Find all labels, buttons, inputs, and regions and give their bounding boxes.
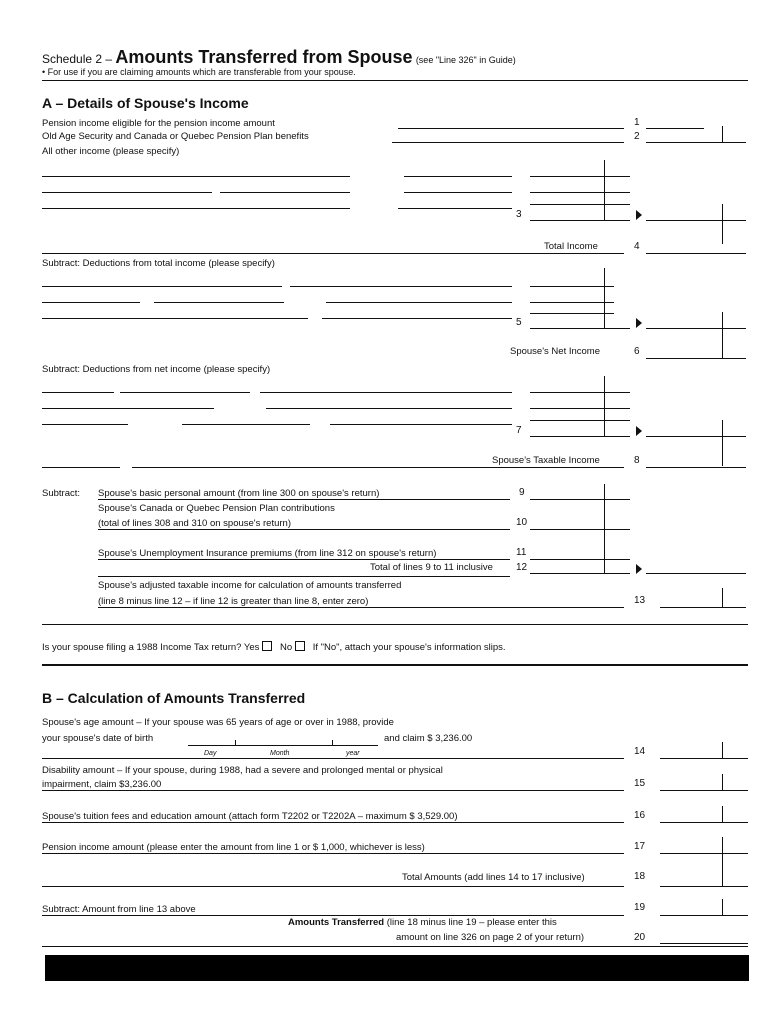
line-number-8: 8 [634, 455, 640, 466]
form-title [42, 48, 516, 69]
cents-divider [722, 774, 723, 791]
net-deduction-amount-3[interactable] [330, 424, 512, 425]
adjusted-label-2: (line 8 minus line 12 – if line 12 is greater than line 8, enter zero) [98, 596, 369, 607]
age-claim-label: and claim $ 3,236.00 [384, 733, 473, 744]
deduction-amount-2[interactable] [326, 302, 512, 303]
deduction-amount-3[interactable] [322, 318, 512, 319]
line-9-amount[interactable] [530, 499, 630, 500]
date-divider [332, 740, 333, 746]
net-deduction-total-2[interactable] [530, 408, 630, 409]
amounts-transferred-line-1 [288, 917, 557, 928]
total-9-11-label: Total of lines 9 to 11 inclusive [370, 562, 493, 573]
cents-divider [722, 420, 723, 466]
net-deduction-specify-3[interactable] [42, 408, 214, 409]
taxable-income-specify[interactable] [42, 467, 120, 468]
year-label: year [346, 750, 360, 757]
line-number-17: 17 [634, 841, 646, 852]
disability-label-2: impairment, claim $3,236.00 [42, 779, 162, 790]
line-number-13: 13 [634, 595, 646, 606]
arrow-icon [636, 426, 642, 436]
line-6-amount[interactable] [646, 358, 746, 359]
cents-divider [604, 268, 605, 328]
line-11-amount[interactable] [530, 559, 630, 560]
filing-question [42, 641, 506, 653]
line-3-carry[interactable] [646, 220, 746, 221]
line-number-5: 5 [516, 317, 522, 328]
line-5-carry[interactable] [646, 328, 746, 329]
adjusted-top-rule [98, 576, 510, 577]
schedule-title: Amounts Transferred from Spouse [115, 47, 413, 67]
usage-note: • For use if you are claiming amounts which are transferable from your spouse. [42, 67, 356, 77]
cents-divider [722, 204, 723, 244]
line-number-18: 18 [634, 871, 646, 882]
other-income-total-1[interactable] [530, 176, 630, 177]
deductions-net-label: Subtract: Deductions from net income (please specify) [42, 364, 271, 375]
other-income-label: All other income (please specify) [42, 146, 180, 157]
net-deduction-specify-5[interactable] [182, 424, 310, 425]
other-income-total-2[interactable] [530, 192, 630, 193]
line-20-amount[interactable] [660, 943, 748, 944]
deduction-specify-1[interactable] [42, 286, 282, 287]
deduction-total-2[interactable] [530, 302, 614, 303]
other-income-specify-4[interactable] [42, 208, 350, 209]
disability-rule [42, 790, 624, 791]
ui-premiums-label: Spouse's Unemployment Insurance premiums (from line 312 on spouse's return) [98, 548, 437, 559]
line-number-7: 7 [516, 425, 522, 436]
cents-divider [722, 588, 723, 608]
deductions-total-label: Subtract: Deductions from total income (please specify) [42, 258, 275, 269]
deduction-total-1[interactable] [530, 286, 614, 287]
adjusted-rule [98, 607, 624, 608]
line-12-amount[interactable] [530, 573, 630, 574]
net-income-label: Spouse's Net Income [510, 346, 600, 357]
cents-divider [722, 126, 723, 143]
line-10-amount[interactable] [530, 529, 630, 530]
footer-bar [45, 955, 749, 981]
line-13-amount[interactable] [660, 607, 746, 608]
cents-divider [604, 376, 605, 436]
pension-rule [42, 853, 624, 854]
oas-cpp-label: Old Age Security and Canada or Quebec Pension Plan benefits [42, 131, 309, 142]
deduction-specify-3[interactable] [154, 302, 284, 303]
net-deduction-total-1[interactable] [530, 392, 630, 393]
subtract-13-rule [42, 915, 624, 916]
cpp-rule [98, 529, 510, 530]
net-deduction-specify-1[interactable] [42, 392, 114, 393]
section-rule [42, 624, 748, 625]
line-2-amount[interactable] [646, 142, 746, 143]
cpp-label-1: Spouse's Canada or Quebec Pension Plan contributions [98, 503, 335, 514]
cents-divider [604, 160, 605, 220]
amounts-transferred-note-1: (line 18 minus line 19 – please enter this [386, 917, 557, 928]
ui-rule [98, 559, 510, 560]
section-b-heading: B – Calculation of Amounts Transferred [42, 690, 306, 706]
line-2-field[interactable] [392, 142, 624, 143]
line-5-amount[interactable] [530, 328, 630, 329]
line-number-1: 1 [634, 117, 640, 128]
disability-label-1: Disability amount – If your spouse, during 1988, had a severe and prolonged mental or physical [42, 765, 443, 776]
cents-divider [722, 837, 723, 887]
other-income-amount-1[interactable] [404, 176, 512, 177]
cents-divider [722, 899, 723, 916]
cpp-label-2: (total of lines 308 and 310 on spouse's return) [98, 518, 291, 529]
line-7-carry[interactable] [646, 436, 746, 437]
month-label: Month [270, 750, 290, 757]
total-amounts-rule [42, 886, 624, 887]
line-number-2: 2 [634, 131, 640, 142]
cents-divider [722, 312, 723, 358]
line-8-amount[interactable] [646, 467, 746, 468]
deduction-specify-4[interactable] [42, 318, 308, 319]
no-label: No [279, 642, 293, 653]
header-rule [42, 80, 748, 81]
other-income-specify-1[interactable] [42, 176, 350, 177]
taxable-income-label: Spouse's Taxable Income [492, 455, 600, 466]
deduction-amount-1[interactable] [290, 286, 512, 287]
other-income-specify-3[interactable] [220, 192, 350, 193]
net-deduction-specify-2[interactable] [120, 392, 250, 393]
date-divider [235, 740, 236, 746]
line-3-amount[interactable] [530, 220, 630, 221]
line-number-14: 14 [634, 746, 646, 757]
other-income-amount-2[interactable] [404, 192, 512, 193]
basic-personal-rule [98, 499, 510, 500]
total-amounts-label: Total Amounts (add lines 14 to 17 inclusive) [402, 872, 585, 883]
taxable-income-rule [132, 467, 624, 468]
line-4-amount[interactable] [646, 253, 746, 254]
subtract-13-label: Subtract: Amount from line 13 above [42, 904, 196, 915]
line-number-3: 3 [516, 209, 522, 220]
bottom-rule [42, 946, 748, 947]
net-deduction-amount-2[interactable] [266, 408, 512, 409]
amounts-transferred-note-2: amount on line 326 on page 2 of your return) [396, 932, 585, 943]
line-7-amount[interactable] [530, 436, 630, 437]
adjusted-label-1: Spouse's adjusted taxable income for calculation of amounts transferred [98, 580, 402, 591]
line-16-amount[interactable] [660, 822, 748, 823]
basic-personal-label: Spouse's basic personal amount (from line 300 on spouse's return) [98, 488, 380, 499]
line-number-4: 4 [634, 241, 640, 252]
filing-note: If "No", attach your spouse's information slips. [312, 642, 506, 653]
total-income-label: Total Income [544, 241, 598, 252]
line-number-6: 6 [634, 346, 640, 357]
yes-checkbox[interactable] [262, 641, 272, 651]
age-rule [42, 758, 624, 759]
line-1-field[interactable] [398, 128, 624, 129]
age-amount-label-2: your spouse's date of birth [42, 733, 154, 744]
pension-income-label: Pension income eligible for the pension income amount [42, 118, 275, 129]
deduction-specify-2[interactable] [42, 302, 140, 303]
cents-divider [604, 484, 605, 574]
other-income-amount-3[interactable] [398, 208, 512, 209]
arrow-icon [636, 210, 642, 220]
line-19-amount[interactable] [660, 915, 748, 916]
amounts-transferred-label: Amounts Transferred [288, 917, 385, 928]
net-deduction-specify-4[interactable] [42, 424, 128, 425]
cents-divider [722, 742, 723, 759]
guide-reference: (see "Line 326" in Guide) [415, 55, 516, 65]
cents-divider [722, 806, 723, 823]
schedule-prefix: Schedule 2 – [42, 52, 113, 66]
net-deduction-amount-1[interactable] [260, 392, 512, 393]
line-15-amount[interactable] [660, 790, 748, 791]
date-of-birth-field[interactable] [188, 745, 378, 746]
section-rule [42, 664, 748, 666]
other-income-total-3[interactable] [530, 204, 630, 205]
line-number-11: 11 [516, 547, 527, 558]
arrow-icon [636, 318, 642, 328]
line-14-amount[interactable] [660, 758, 748, 759]
line-18-amount[interactable] [660, 886, 748, 887]
line-number-19: 19 [634, 902, 646, 913]
line-number-15: 15 [634, 778, 646, 789]
subtract-label: Subtract: [42, 488, 81, 499]
day-label: Day [204, 750, 217, 757]
tuition-label: Spouse's tuition fees and education amount (attach form T2202 or T2202A – maximum $ 3,529.00) [42, 811, 458, 822]
age-amount-label-1: Spouse's age amount – If your spouse was 65 years of age or over in 1988, provide [42, 717, 394, 728]
line-number-20: 20 [634, 932, 646, 943]
line-17-amount[interactable] [660, 853, 748, 854]
line-12-carry[interactable] [646, 573, 746, 574]
line-number-16: 16 [634, 810, 646, 821]
total-income-rule [42, 253, 624, 254]
line-number-10: 10 [516, 517, 528, 528]
tuition-rule [42, 822, 624, 823]
filing-question-text: Is your spouse filing a 1988 Income Tax return? Yes [42, 642, 260, 653]
other-income-specify-2[interactable] [42, 192, 212, 193]
line-number-9: 9 [519, 487, 525, 498]
deduction-total-3[interactable] [530, 313, 614, 314]
pension-amount-label: Pension income amount (please enter the amount from line 1 or $ 1,000, whichever is less) [42, 842, 425, 853]
arrow-icon [636, 564, 642, 574]
line-1-amount[interactable] [646, 128, 704, 129]
section-a-heading: A – Details of Spouse's Income [42, 95, 249, 111]
line-number-12: 12 [516, 562, 528, 573]
net-deduction-total-3[interactable] [530, 420, 630, 421]
no-checkbox[interactable] [295, 641, 305, 651]
